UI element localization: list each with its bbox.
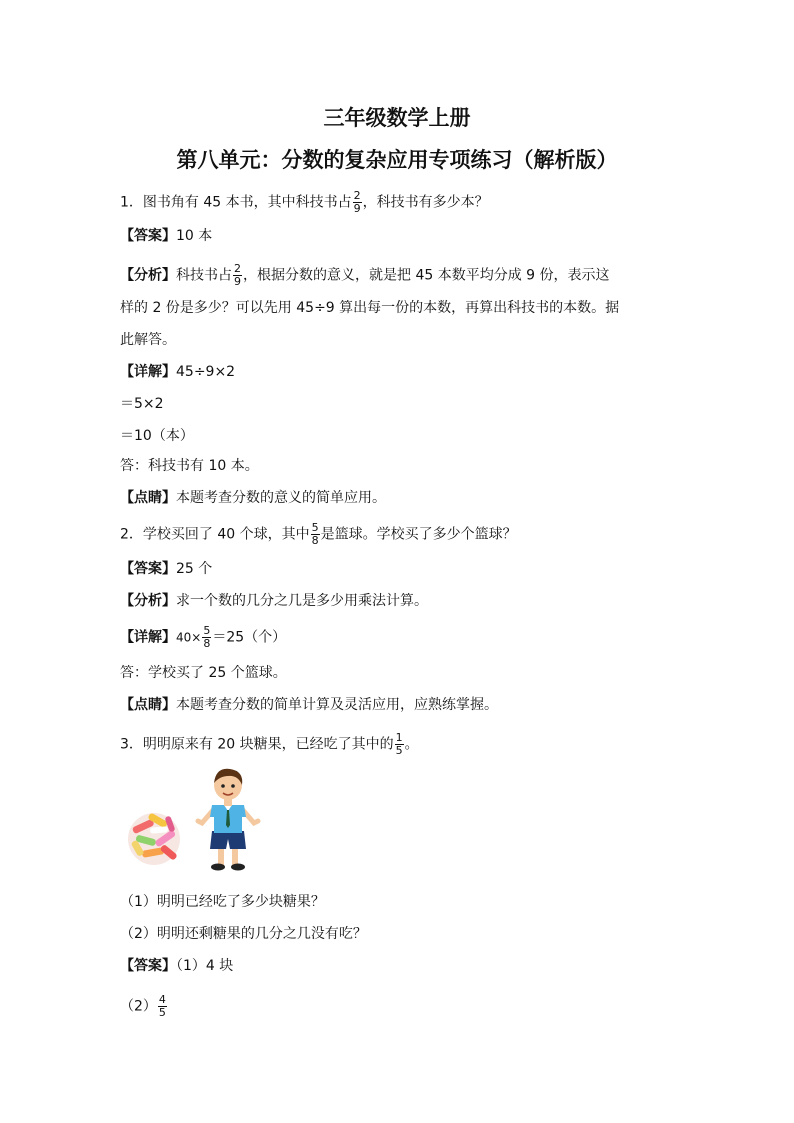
q1-stem-text-end: ，科技书有多少本？	[362, 194, 489, 211]
q3-answer-1	[120, 956, 680, 976]
fraction-numerator: 4	[158, 993, 166, 1006]
fraction-numerator: 2	[234, 262, 241, 275]
fraction-numerator: 2	[353, 189, 361, 202]
answer-tag: 【答案】	[120, 958, 176, 974]
page-subtitle: 第八单元：分数的复杂应用专项练习（解析版）	[176, 148, 618, 172]
q2-detail	[120, 625, 680, 650]
page-title: 三年级数学上册	[323, 106, 471, 130]
q3-stem	[120, 732, 680, 757]
detail-tag: 【详解】	[120, 364, 176, 380]
q3-stem-text-end: 。	[404, 736, 419, 753]
answer-text: 25 个	[176, 561, 213, 577]
detail-text: 45÷9×2	[176, 364, 236, 380]
q1-detail-line-2: ＝5×2	[120, 396, 164, 412]
q3-sub-question-2: （2）明明还剩糖果的几分之几没有吃？	[120, 926, 367, 942]
q3-fraction	[395, 732, 404, 757]
q1-analysis-fraction	[233, 263, 242, 288]
fraction-denominator: 5	[395, 744, 403, 757]
fraction-numerator: 5	[203, 624, 211, 637]
q1-analysis-line-2: 样的 2 份是多少？可以先用 45÷9 算出每一份的本数，再算出科技书的本数。据	[120, 300, 620, 316]
q2-stem-text: 2．学校买回了 40 个球，其中	[120, 526, 310, 543]
q2-analysis	[120, 591, 680, 611]
q3-answer-fraction	[158, 994, 167, 1019]
q1-answer	[120, 226, 680, 246]
q2-point	[120, 695, 680, 715]
q1-analysis-line-3: 此解答。	[120, 332, 176, 348]
point-text: 本题考查分数的意义的简单应用。	[176, 490, 386, 506]
q1-stem	[120, 190, 680, 215]
fraction-denominator: 8	[203, 637, 211, 650]
analysis-text-end: ，根据分数的意义，就是把 45 本数平均分成 9 份，表示这	[243, 267, 610, 284]
fraction-denominator: 8	[311, 534, 319, 547]
q1-reply: 答：科技书有 10 本。	[120, 458, 259, 474]
detail-tag: 【详解】	[120, 629, 176, 646]
q1-analysis-line-1	[120, 263, 680, 288]
boy-icon	[198, 769, 258, 871]
point-text: 本题考查分数的简单计算及灵活应用，应熟练掌握。	[176, 697, 498, 713]
fraction-denominator: 9	[353, 202, 361, 215]
analysis-tag: 【分析】	[120, 593, 176, 609]
q3-stem-text: 3．明明原来有 20 块糖果，已经吃了其中的	[120, 736, 394, 753]
q2-detail-fraction	[202, 625, 211, 650]
analysis-tag: 【分析】	[120, 267, 176, 284]
answer-tag: 【答案】	[120, 228, 176, 244]
point-tag: 【点睛】	[120, 490, 176, 506]
q1-detail-line-1	[120, 362, 680, 382]
q3-answer-2	[120, 994, 680, 1019]
q1-point	[120, 488, 680, 508]
detail-text: 40×	[176, 630, 202, 645]
fraction-numerator: 5	[311, 521, 319, 534]
q1-detail-line-3: ＝10（本）	[120, 428, 194, 444]
q2-fraction	[311, 522, 320, 547]
answer-text: 10 本	[176, 228, 213, 244]
q2-answer	[120, 559, 680, 579]
analysis-text: 科技书占	[176, 267, 232, 284]
q1-fraction	[353, 190, 362, 215]
q2-stem-text-end: 是篮球。学校买了多少个篮球？	[320, 526, 517, 543]
analysis-text: 求一个数的几分之几是多少用乘法计算。	[176, 593, 428, 609]
q2-stem	[120, 522, 680, 547]
candy-and-boy-illustration	[126, 765, 266, 875]
answer-tag: 【答案】	[120, 561, 176, 577]
point-tag: 【点睛】	[120, 697, 176, 713]
q3-sub-question-1: （1）明明已经吃了多少块糖果？	[120, 894, 325, 910]
q1-stem-text: 1．图书角有 45 本书，其中科技书占	[120, 194, 352, 211]
q2-reply: 答：学校买了 25 个篮球。	[120, 665, 287, 681]
fraction-denominator: 5	[158, 1006, 166, 1019]
detail-text-end: ＝25（个）	[212, 629, 287, 646]
fraction-denominator: 9	[234, 275, 241, 288]
fraction-numerator: 1	[395, 731, 403, 744]
answer-text: （2）	[120, 998, 157, 1015]
answer-text: （1）4 块	[176, 958, 234, 974]
candy-pile-icon	[128, 812, 180, 865]
